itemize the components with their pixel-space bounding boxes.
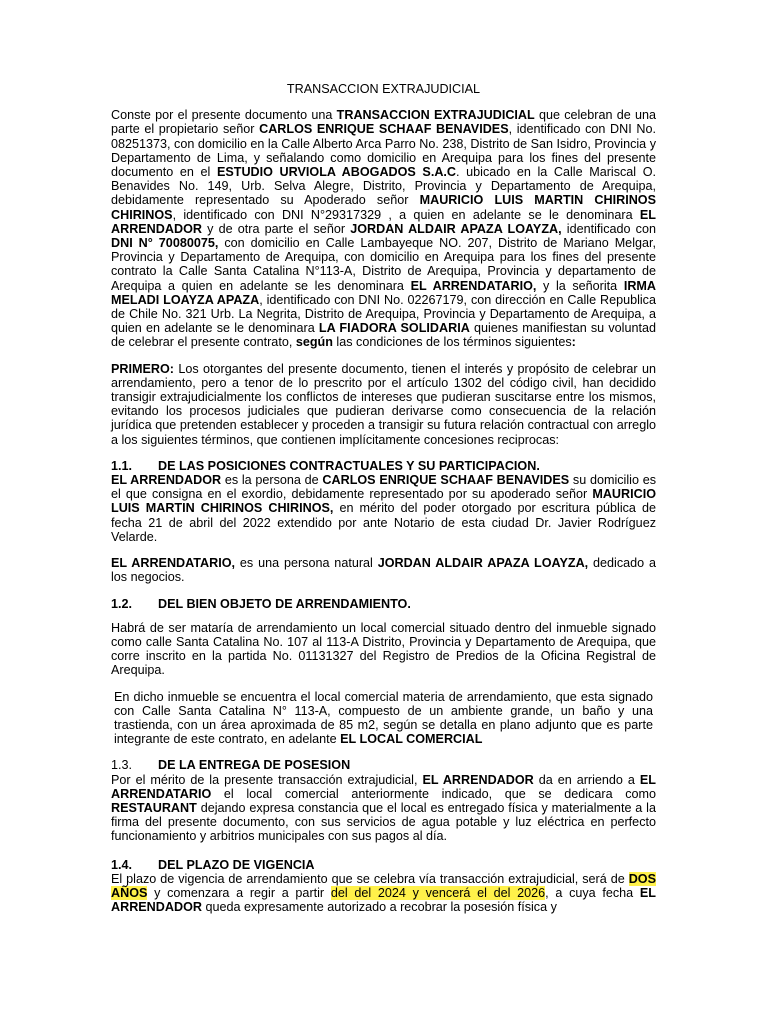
bold-text: MAURICIO LUIS MARTIN CHIRINOS CHIRINOS	[111, 193, 656, 222]
text-run: en mérito del poder otorgado por escritura pública de fecha 21 de abril del 2022 extendido por ante Notario de esta ciudad Dr. Javier Rodríguez Velarde.	[111, 501, 656, 544]
section-title: DE LAS POSICIONES CONTRACTUALES Y SU PARTICIPACION.	[158, 458, 540, 473]
document-title: TRANSACCION EXTRAJUDICIAL	[286, 82, 481, 96]
section-1-2-heading	[111, 597, 656, 611]
section-1-1-paragraph-2	[111, 556, 656, 584]
text-run: En dicho inmueble se encuentra el local comercial materia de arrendamiento, que esta signado con Calle Santa Catalina N° 113-A, compuesto de un ambiente grande, un baño y una trastienda, con un área aproximada de 85 m2, según se detalla en plano adjunto que es parte integrante de este contrato, en adelante	[114, 689, 653, 747]
section-number: 1.3.	[111, 758, 133, 773]
section-number: 1.1.	[111, 458, 133, 473]
bold-text: PRIMERO:	[111, 361, 174, 376]
section-1-2-paragraph-2	[111, 690, 656, 747]
text-run: , identificado con DNI No. 08251373, con domicilio en la Calle Alberto Arca Parro No. 238, Distrito de San Isidro, Provincia y Departamento de Lima, y señalando como domicilio en Arequipa para los fines del presente documento en el	[111, 122, 656, 180]
text-run: , identificado con DNI N°29317329 , a quien en adelante se le denominara	[172, 207, 640, 222]
bold-text: según	[295, 335, 333, 350]
text-run: . ubicado en la Calle Mariscal O. Benavides No. 149, Urb. Selva Alegre, Distrito, Provincia y Departamento de Arequipa, debidamente representado su Apoderado señor	[111, 165, 656, 208]
intro-paragraph	[111, 108, 656, 349]
text-run: el local comercial anteriormente indicado, que se dedicara como	[211, 786, 656, 801]
text-run: queda expresamente autorizado a recobrar la posesión física y	[201, 900, 557, 915]
text-run: con domicilio en Calle Lambayeque NO. 207, Distrito de Mariano Melgar, Provincia y Departamento de Arequipa, con domicilio en Arequipa para los fines del presente contrato la Calle Santa Catalina N°113-A, Distrito de Arequipa, Provincia y departamento de Arequipa a quien en adelante se les denominara	[111, 236, 656, 293]
text-run: , a cuya fecha	[545, 885, 640, 900]
bold-text: EL ARRENDADOR	[422, 772, 534, 787]
text-run: y la señorita	[536, 278, 624, 293]
text-run: El plazo de vigencia de arrendamiento que se celebra vía transacción extrajudicial, será de	[111, 871, 629, 886]
bold-text: JORDAN ALDAIR APAZA LOAYZA,	[377, 556, 589, 571]
section-title: DE LA ENTREGA DE POSESION	[158, 758, 351, 773]
text-run: las condiciones de los términos siguientes	[332, 335, 572, 350]
highlighted-text: DOS AÑOS	[111, 871, 656, 900]
text-run: dejando expresa constancia que el local es entregado física y materialmente a la firma del presente documento, con sus servicios de agua potable y luz eléctrica en perfecto funcionamiento y arbitrios municipales con sus pagos al día.	[111, 800, 656, 844]
bold-text: CARLOS ENRIQUE SCHAAF BENAVIDES	[259, 122, 509, 137]
bold-text: EL ARRENDATARIO,	[410, 278, 537, 293]
bold-text: TRANSACCION EXTRAJUDICIAL	[336, 108, 535, 123]
bold-text: :	[571, 335, 576, 350]
text-run: que celebran de una parte el propietario señor	[111, 108, 657, 137]
section-title: DEL PLAZO DE VIGENCIA	[158, 857, 315, 872]
section-1-1-paragraph-1	[111, 473, 656, 544]
bold-text: ESTUDIO URVIOLA ABOGADOS S.A.C	[216, 165, 457, 180]
text-run: es una persona natural	[235, 556, 378, 571]
section-1-3-heading	[111, 758, 656, 772]
bold-text: CARLOS ENRIQUE SCHAAF BENAVIDES	[322, 473, 570, 488]
text-run: , identificado con DNI No. 02267179, con dirección en Calle Republica de Chile No. 321 Urb. La Negrita, Distrito de Arequipa, Provincia y Departamento de Arequipa, a quien en adelante se le denominara	[111, 292, 656, 336]
bold-text: EL LOCAL COMERCIAL	[340, 732, 483, 747]
primero-paragraph	[111, 362, 656, 447]
bold-text: EL ARRENDATARIO,	[111, 556, 236, 571]
text-run: da en arriendo a	[533, 772, 640, 787]
text-run: su domicilio es el que consigna en el exordio, debidamente representado por su apoderado señor	[111, 473, 656, 502]
section-number: 1.4.	[111, 857, 133, 872]
text-run: Los otorgantes del presente documento, tienen el interés y propósito de celebrar un arrendamiento, pero a tenor de lo prescrito por el artículo 1302 del código civil, han decidido transigir extrajudicialmente los conflictos de intereses que pudieran suscitarse entre los mismos, evitando los procesos judiciales que pudieran derivarse como consecuencia de la relación jurídica que pretenden establecer y proceden a transigir su futura relación contractual con arreglo a los siguientes términos, que contienen implícitamente concesiones reciprocas:	[111, 361, 656, 447]
section-1-4-heading	[111, 858, 656, 872]
highlighted-text: del del 2024 y vencerá el del 2026	[330, 885, 546, 900]
section-1-3-paragraph	[111, 773, 656, 844]
bold-text: RESTAURANT	[111, 800, 197, 815]
bold-text: EL ARRENDADOR	[111, 473, 222, 488]
text-run: Conste por el presente documento una	[111, 108, 337, 123]
text-run: y de otra parte el señor	[201, 221, 351, 236]
text-run: quienes manifiestan su voluntad de celebrar el presente contrato,	[111, 321, 656, 350]
section-1-4-paragraph	[111, 872, 656, 915]
text-run: Habrá de ser mataría de arrendamiento un local comercial situado dentro del inmueble signado como calle Santa Catalina No. 107 al 113-A Distrito, Provincia y Departamento de Arequipa, que corre inscrito en la partida No. 01131327 del Registro de Predios de la Oficina Registral de Arequipa.	[111, 620, 656, 678]
section-number: 1.2.	[111, 596, 133, 611]
bold-text: EL ARRENDATARIO	[111, 772, 656, 801]
section-1-1-heading	[111, 459, 656, 473]
text-run: identificado con	[561, 221, 656, 236]
bold-text: MAURICIO LUIS MARTIN CHIRINOS CHIRINOS,	[111, 487, 656, 516]
bold-text: JORDAN ALDAIR APAZA LOAYZA,	[350, 221, 562, 236]
section-1-2-paragraph-1	[111, 621, 656, 678]
text-run: Por el mérito de la presente transacción extrajudicial,	[111, 772, 423, 787]
section-title: DEL BIEN OBJETO DE ARRENDAMIENTO.	[158, 596, 411, 611]
bold-text: LA FIADORA SOLIDARIA	[318, 321, 470, 336]
text-run: y comenzara a regir a partir	[147, 885, 331, 900]
bold-text: EL ARRENDADOR	[111, 207, 656, 236]
text-run: dedicado a los negocios.	[111, 556, 657, 585]
bold-text: IRMA MELADI LOAYZA APAZA	[111, 278, 657, 307]
text-run: es la persona de	[221, 473, 323, 488]
bold-text: EL ARRENDADOR	[111, 885, 656, 915]
bold-text: DNI N° 70080075,	[111, 236, 219, 251]
